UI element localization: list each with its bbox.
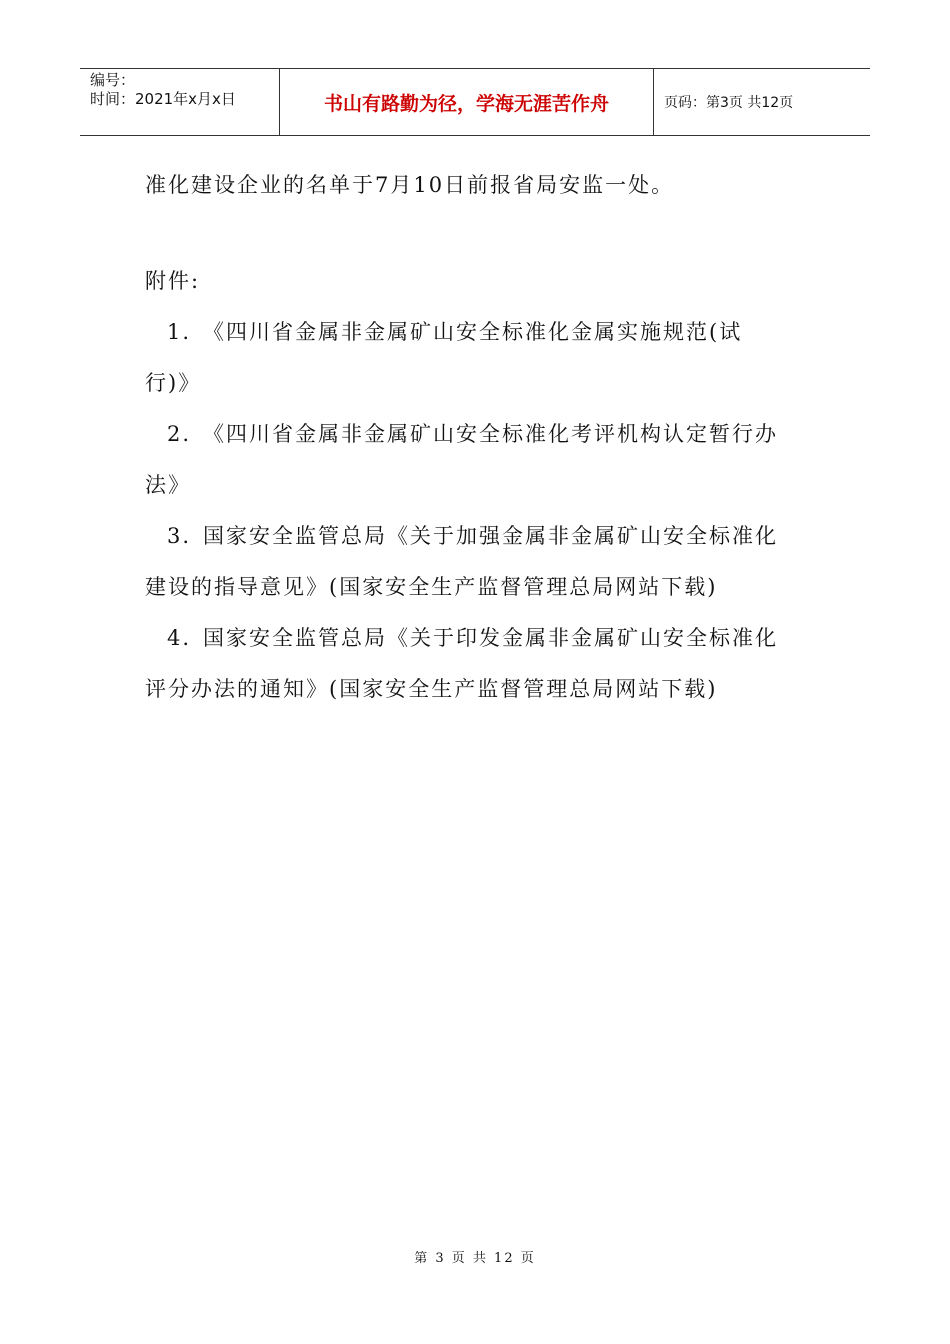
attachment-item-2 bbox=[145, 409, 810, 460]
attachment-title-line1: 《四川省金属非金属矿山安全标准化考评机构认定暂行办 bbox=[203, 422, 779, 446]
header-motto: 书山有路勤为径，学海无涯苦作舟 bbox=[280, 69, 654, 135]
attachment-number: 2. bbox=[167, 422, 192, 446]
attachment-number: 3. bbox=[167, 524, 192, 548]
header-page-label: 页码：第3页 共12页 bbox=[664, 95, 794, 111]
attachment-item-4 bbox=[145, 613, 810, 664]
attachment-number: 1. bbox=[167, 320, 192, 344]
attachment-item-3-continued: 建设的指导意见》(国家安全生产监督管理总局网站下载) bbox=[145, 575, 718, 599]
attachment-item-4-continued: 评分办法的通知》(国家安全生产监督管理总局网站下载) bbox=[145, 677, 718, 701]
attachment-number: 4. bbox=[167, 626, 192, 650]
document-time-label: 时间：2021年x月x日 bbox=[90, 90, 236, 108]
page-footer: 第 3 页 共 12 页 bbox=[414, 1251, 536, 1266]
attachment-item-3 bbox=[145, 511, 810, 562]
attachment-title-line1: 国家安全监管总局《关于印发金属非金属矿山安全标准化 bbox=[203, 626, 779, 650]
document-header bbox=[80, 68, 870, 136]
header-meta-cell bbox=[80, 69, 280, 135]
attachment-item-1 bbox=[145, 307, 810, 358]
attachment-item-1-continued: 行)》 bbox=[145, 371, 202, 395]
attachments-heading: 附件: bbox=[145, 269, 201, 293]
attachment-title-line1: 《四川省金属非金属矿山安全标准化金属实施规范(试 bbox=[203, 320, 743, 344]
paragraph-spacer bbox=[145, 211, 810, 256]
attachment-item-2-continued: 法》 bbox=[145, 473, 191, 497]
document-number-label: 编号： bbox=[90, 71, 136, 89]
document-body bbox=[145, 160, 810, 715]
attachment-title-line1: 国家安全监管总局《关于加强金属非金属矿山安全标准化 bbox=[203, 524, 779, 548]
intro-line: 准化建设企业的名单于7月10日前报省局安监一处。 bbox=[145, 173, 675, 197]
